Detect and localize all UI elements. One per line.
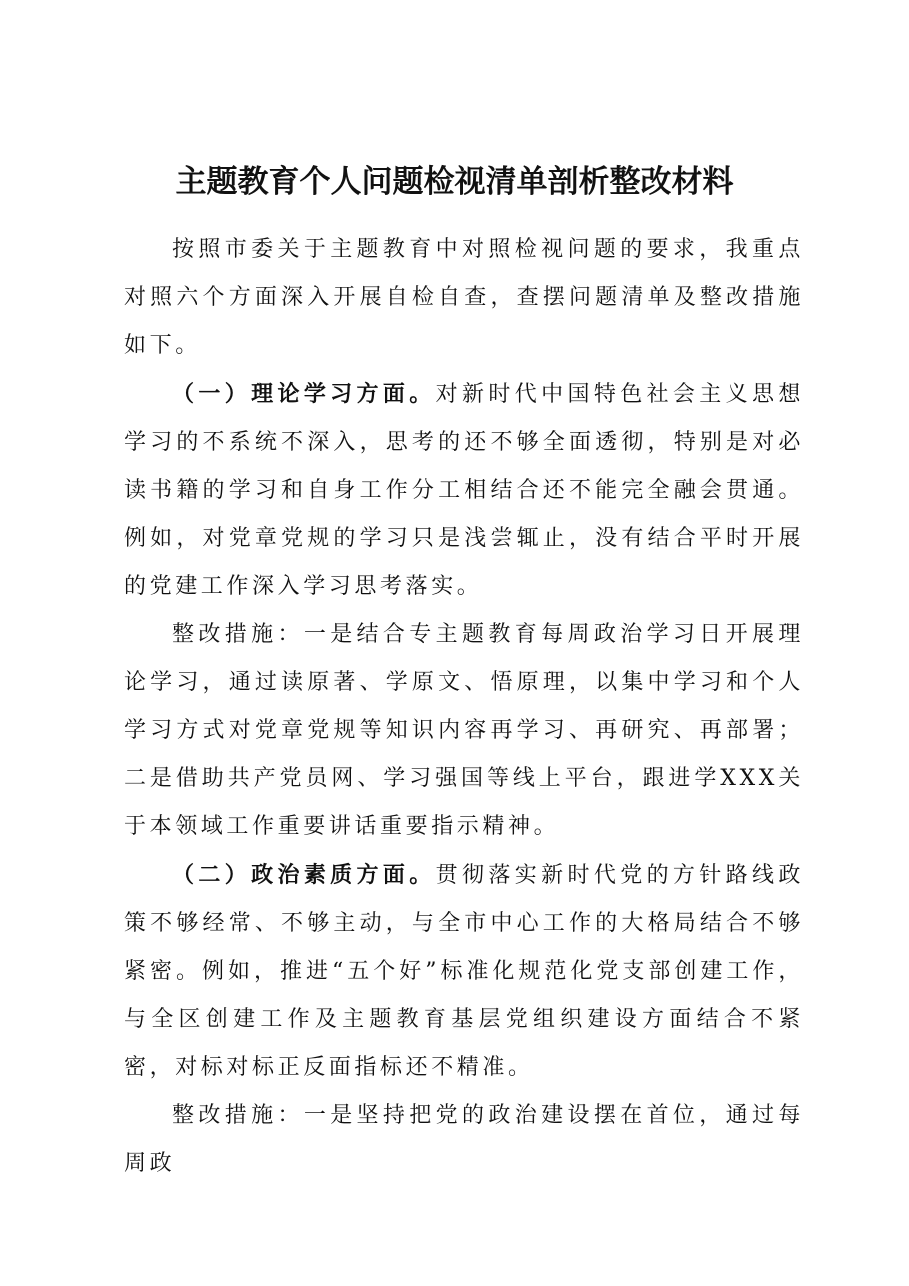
section-2-measures-label: 整改措施： xyxy=(172,1103,304,1128)
document-body xyxy=(124,226,804,1188)
document-title: 主题教育个人问题检视清单剖析整改材料 xyxy=(175,164,734,200)
section-1-measures-label: 整改措施： xyxy=(172,622,304,647)
section-1-measures-text: 一是结合专主题教育每周政治学习日开展理论学习，通过读原著、学原文、悟原理，以集中学习和个人学习方式对党章党规等知识内容再学习、再研究、再部署；二是借助共产党员网、学习强国等线上平台，跟进学XXX关于本领域工作重要讲话重要指示精神。 xyxy=(124,622,804,839)
section-2-problem-text: 贯彻落实新时代党的方针路线政策不够经常、不够主动，与全市中心工作的大格局结合不够紧密。例如，推进“五个好”标准化规范化党支部创建工作，与全区创建工作及主题教育基层党组织建设方面结合不紧密，对标对标正反面指标还不精准。 xyxy=(124,863,804,1080)
section-1-heading: （一）理论学习方面。 xyxy=(172,381,436,407)
section-2-measures-paragraph xyxy=(124,1092,804,1188)
section-2-measures-text: 一是坚持把党的政治建设摆在首位，通过每周政 xyxy=(124,1103,804,1176)
section-1-problem-text: 对新时代中国特色社会主义思想学习的不系统不深入，思考的还不够全面透彻，特别是对必读书籍的学习和自身工作分工相结合还不能完全融会贯通。例如，对党章党规的学习只是浅尝辄止，没有结合平时开展的党建工作深入学习思考落实。 xyxy=(124,382,804,599)
section-2-problem-paragraph xyxy=(124,851,804,1092)
intro-paragraph: 按照市委关于主题教育中对照检视问题的要求，我重点对照六个方面深入开展自检自查，查摆问题清单及整改措施如下。 xyxy=(124,237,804,358)
section-2-heading: （二）政治素质方面。 xyxy=(172,862,436,888)
section-1-measures-paragraph xyxy=(124,611,804,851)
section-1-problem-paragraph xyxy=(124,370,804,611)
